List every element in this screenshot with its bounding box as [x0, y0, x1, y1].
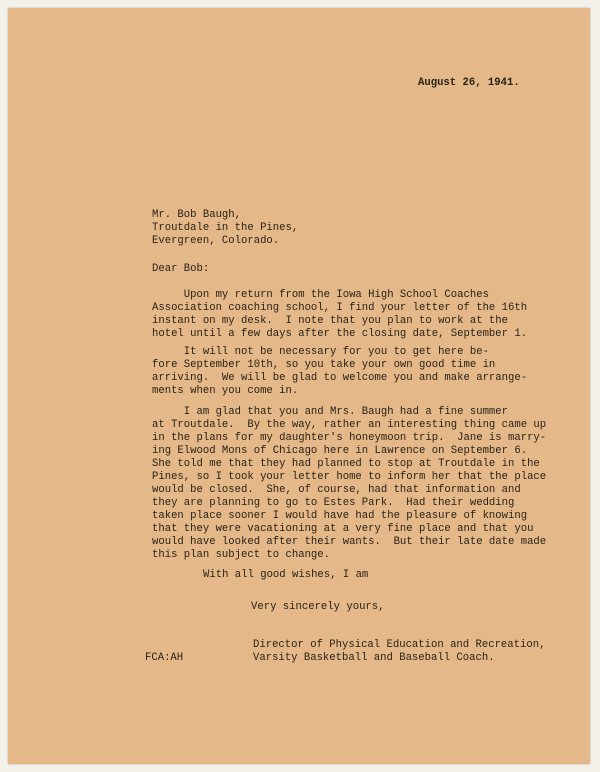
body-line: I am glad that you and Mrs. Baugh had a fine summer	[152, 406, 509, 418]
addressee-line: Mr. Bob Baugh,	[152, 209, 242, 221]
body-line: ments when you come in.	[152, 385, 299, 397]
body-line: instant on my desk. I note that you plan to work at the	[152, 315, 509, 327]
body-line: Pines, so I took your letter home to inform her that the place	[152, 471, 547, 483]
letter-date: August 26, 1941.	[418, 77, 520, 89]
addressee-line: Evergreen, Colorado.	[152, 235, 280, 247]
body-line: She told me that they had planned to stop at Troutdale in the	[152, 458, 540, 470]
body-line: would have looked after their wants. But their late date made	[152, 536, 547, 548]
body-line: hotel until a few days after the closing date, September 1.	[152, 328, 528, 340]
body-line: ing Elwood Mons of Chicago here in Lawrence on September 6.	[152, 445, 528, 457]
body-line: fore September 10th, so you take your own good time in	[152, 359, 496, 371]
signature-title-line: Director of Physical Education and Recreation,	[253, 639, 546, 651]
salutation: Dear Bob:	[152, 263, 210, 275]
body-line: Association coaching school, I find your letter of the 16th	[152, 302, 528, 314]
body-line: arriving. We will be glad to welcome you and make arrange-	[152, 372, 528, 384]
body-line: taken place sooner I would have had the pleasure of knowing	[152, 510, 528, 522]
body-line: that they were vacationing at a very fine place and that you	[152, 523, 534, 535]
body-line: would be closed. She, of course, had that information and	[152, 484, 521, 496]
body-line: this plan subject to change.	[152, 549, 331, 561]
body-line: at Troutdale. By the way, rather an interesting thing came up	[152, 419, 547, 431]
body-line: they are planning to go to Estes Park. Had their wedding	[152, 497, 515, 509]
body-line: It will not be necessary for you to get here be-	[152, 346, 489, 358]
complimentary-close: Very sincerely yours,	[251, 601, 385, 613]
addressee-line: Troutdale in the Pines,	[152, 222, 299, 234]
letter-page	[8, 8, 590, 764]
signature-title-line: Varsity Basketball and Baseball Coach.	[253, 652, 495, 664]
body-line: Upon my return from the Iowa High School Coaches	[152, 289, 489, 301]
closing-line: With all good wishes, I am	[203, 569, 369, 581]
body-line: in the plans for my daughter's honeymoon trip. Jane is marry-	[152, 432, 547, 444]
reference-initials: FCA:AH	[145, 652, 184, 664]
